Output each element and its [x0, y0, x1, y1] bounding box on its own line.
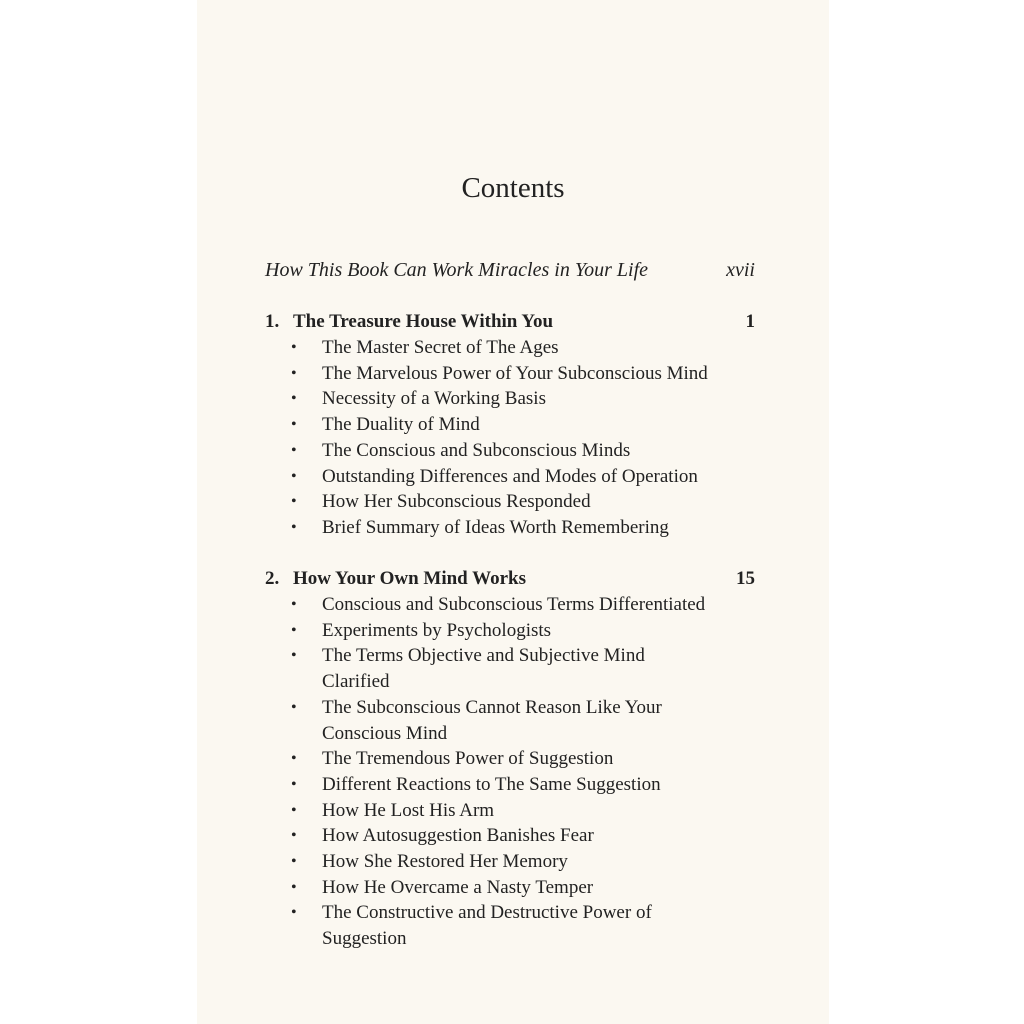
topic-text: How She Restored Her Memory [322, 851, 568, 873]
topic-item [265, 875, 762, 901]
chapter-topic-list [265, 592, 755, 952]
topic-text: The Subconscious Cannot Reason Like Your Conscious Mind [322, 696, 662, 744]
topic-item [265, 746, 762, 772]
chapter-title: The Treasure House Within You [293, 311, 554, 332]
topic-text: The Master Secret of The Ages [322, 337, 559, 358]
bullet-icon: • [291, 750, 297, 768]
chapter-1 [265, 309, 755, 541]
topic-text: How He Lost His Arm [322, 799, 495, 821]
topic-item [265, 515, 762, 541]
topic-text: The Constructive and Destructive Power of Suggestion [322, 902, 652, 950]
topic-item [265, 695, 722, 746]
bullet-icon: • [291, 416, 297, 434]
chapter-number: 2. [265, 568, 280, 589]
topic-item [265, 335, 762, 361]
chapter-heading [265, 566, 755, 592]
chapter-2 [265, 566, 755, 952]
bullet-icon: • [291, 596, 297, 613]
topic-text: The Tremendous Power of Suggestion [322, 748, 614, 770]
topic-text: The Terms Objective and Subjective Mind Clarified [322, 645, 645, 693]
topic-item [265, 386, 762, 412]
bullet-icon: • [291, 390, 297, 408]
topic-text: Necessity of a Working Basis [322, 388, 546, 410]
topic-item [265, 438, 762, 464]
bullet-icon: • [291, 647, 297, 665]
topic-item [265, 798, 762, 824]
topic-text: The Marvelous Power of Your Subconscious Mind [322, 362, 708, 384]
bullet-icon: • [291, 518, 297, 536]
bullet-icon: • [291, 853, 297, 871]
topic-item [265, 464, 762, 490]
bullet-icon: • [291, 467, 297, 485]
topic-text: Experiments by Psychologists [322, 619, 552, 641]
chapter-title: How Your Own Mind Works [293, 568, 526, 589]
topic-item [265, 772, 762, 798]
bullet-icon: • [291, 621, 297, 639]
chapter-page-number: 15 [736, 568, 755, 589]
bullet-icon: • [291, 878, 297, 896]
topic-item [265, 849, 762, 875]
topic-item [265, 823, 762, 849]
intro-entry-page: xvii [726, 259, 755, 281]
topic-text: How He Overcame a Nasty Temper [322, 876, 594, 898]
topic-item [265, 489, 762, 515]
topic-item [265, 412, 762, 438]
chapter-topic-list [265, 335, 755, 541]
topic-text: Different Reactions to The Same Suggestion [322, 773, 661, 795]
topic-item [265, 592, 762, 618]
bullet-icon: • [291, 493, 297, 511]
topic-text: The Conscious and Subconscious Minds [322, 439, 631, 461]
chapter-heading [265, 309, 755, 335]
bullet-icon: • [291, 339, 297, 356]
topic-item [265, 900, 712, 951]
topic-text: Conscious and Subconscious Terms Differentiated [322, 594, 706, 615]
bullet-icon: • [291, 698, 297, 716]
topic-text: How Her Subconscious Responded [322, 491, 591, 513]
topic-text: The Duality of Mind [322, 414, 480, 436]
page-title: Contents [461, 172, 565, 204]
bullet-icon: • [291, 364, 297, 382]
bullet-icon: • [291, 827, 297, 845]
intro-entry-label: How This Book Can Work Miracles in Your Life [265, 259, 648, 281]
book-page [197, 0, 829, 1024]
topic-item [265, 618, 762, 644]
topic-text: Brief Summary of Ideas Worth Remembering [322, 516, 669, 538]
topic-text: Outstanding Differences and Modes of Operation [322, 465, 698, 487]
bullet-icon: • [291, 801, 297, 819]
bullet-icon: • [291, 441, 297, 459]
bullet-icon: • [291, 775, 297, 793]
bullet-icon: • [291, 904, 297, 922]
chapter-page-number: 1 [745, 311, 755, 332]
chapter-number: 1. [265, 311, 280, 332]
topic-item [265, 643, 702, 694]
topic-text: How Autosuggestion Banishes Fear [322, 825, 594, 847]
topic-item [265, 361, 762, 387]
